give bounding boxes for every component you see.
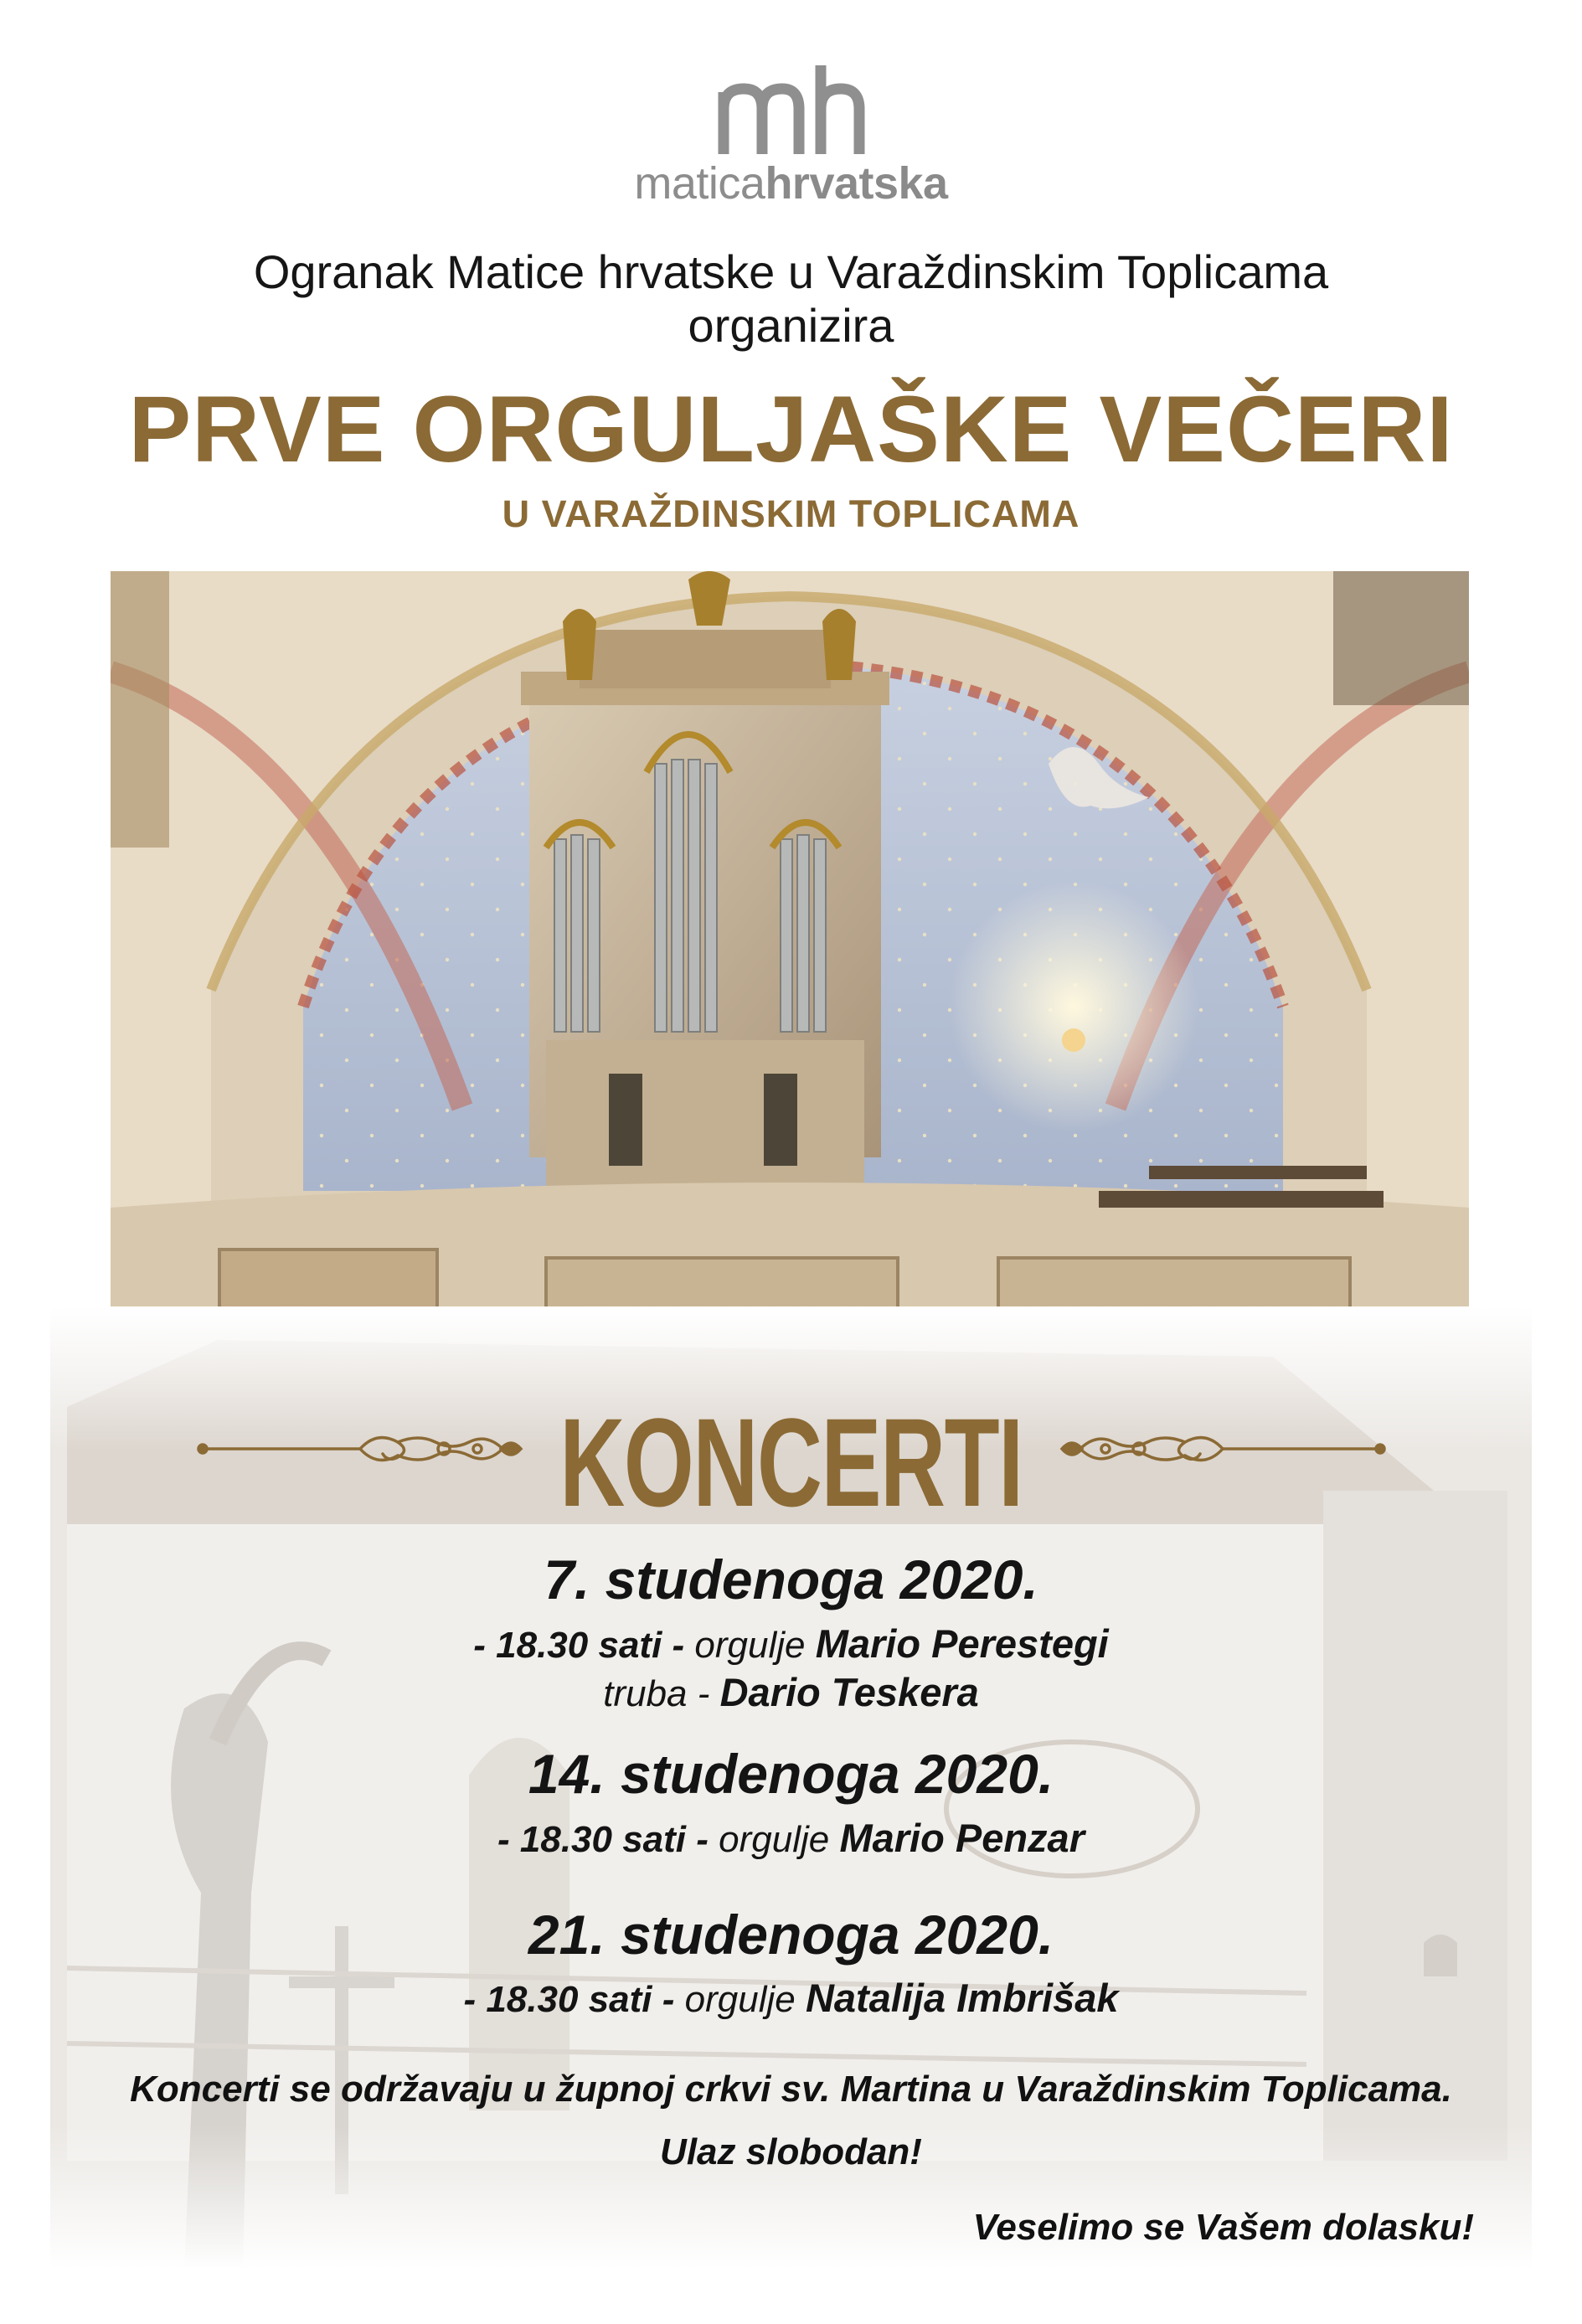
concert-date: 7. studenoga 2020. bbox=[544, 1548, 1038, 1610]
free-entry-note: Ulaz slobodan! bbox=[660, 2131, 922, 2172]
church-organ-photo bbox=[111, 571, 1469, 1336]
venue-note: Koncerti se održavaju u župnoj crkvi sv. Martina u Varaždinskim Toplicama. bbox=[130, 2069, 1452, 2110]
concert-date: 14. studenoga 2020. bbox=[528, 1743, 1054, 1805]
concert-separator: - bbox=[652, 1979, 685, 2020]
concert-performer-line bbox=[0, 1975, 1582, 2021]
concert-instrument: truba - bbox=[603, 1673, 720, 1714]
event-subtitle: U VARAŽDINSKIM TOPLICAMA bbox=[502, 492, 1080, 535]
event-title: PRVE ORGULJAŠKE VEČERI bbox=[128, 377, 1454, 482]
concert-time-prefix: - bbox=[473, 1625, 497, 1666]
concert-instrument: orgulje bbox=[719, 1819, 840, 1860]
concert-performer: Mario Penzar bbox=[839, 1816, 1085, 1860]
concert-separator: - bbox=[686, 1819, 719, 1860]
concert-time: 18.30 sati bbox=[519, 1819, 687, 1860]
concert-separator: - bbox=[662, 1625, 695, 1666]
concert-instrument: orgulje bbox=[684, 1979, 806, 2020]
concert-instrument: orgulje bbox=[694, 1625, 816, 1666]
concert-time-prefix: - bbox=[497, 1819, 520, 1860]
logo-wordmark bbox=[0, 157, 1582, 209]
concert-performer: Natalija Imbrišak bbox=[805, 1976, 1119, 2020]
concert-performer-line bbox=[0, 1621, 1582, 1667]
organizer-verb: organizira bbox=[688, 299, 894, 352]
logo-text-light: matica bbox=[634, 158, 765, 209]
concert-time-prefix: - bbox=[463, 1979, 487, 2020]
concert-performer: Dario Teskera bbox=[719, 1670, 979, 1714]
concert-date: 21. studenoga 2020. bbox=[528, 1904, 1054, 1966]
logo-text-bold: hrvatska bbox=[765, 158, 948, 209]
concert-performer: Mario Perestegi bbox=[815, 1621, 1109, 1666]
concert-time: 18.30 sati bbox=[486, 1979, 652, 2020]
welcome-note: Veselimo se Vašem dolasku! bbox=[972, 2207, 1474, 2248]
organizer-line: Ogranak Matice hrvatske u Varaždinskim Toplicama bbox=[253, 245, 1329, 298]
concert-time: 18.30 sati bbox=[496, 1625, 662, 1666]
concert-performer-line bbox=[0, 1669, 1582, 1715]
matica-hrvatska-logo-icon bbox=[715, 60, 866, 161]
concert-performer-line bbox=[0, 1815, 1582, 1861]
concerts-heading: KONCERTI bbox=[559, 1392, 1023, 1533]
